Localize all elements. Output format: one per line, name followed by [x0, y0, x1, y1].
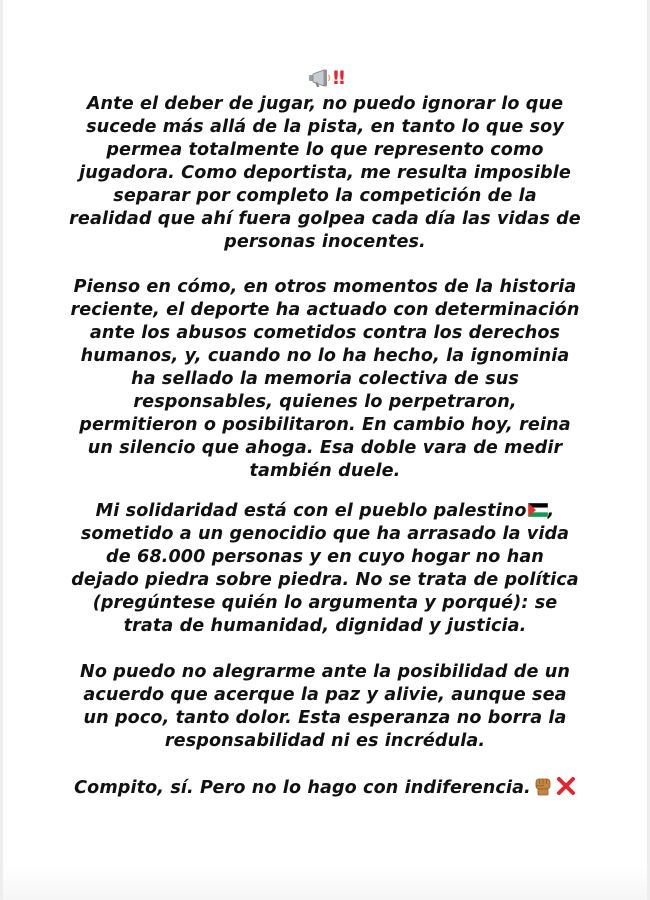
double-exclamation-icon: ‼ [333, 67, 343, 89]
closing-line [36, 775, 614, 800]
paragraph-line: No puedo no alegrarme ante la posibilidad de un [80, 662, 570, 682]
cross-mark-icon [556, 776, 576, 796]
paragraph-1 [36, 93, 614, 254]
paragraph-line: permea totalmente lo que represento como [106, 140, 544, 160]
paragraph-line: ha sellado la memoria colectiva de sus [131, 369, 519, 389]
paragraph-4 [36, 661, 614, 753]
paragraph-line: reciente, el deporte ha actuado con determinación [70, 300, 580, 320]
megaphone-icon [307, 68, 331, 88]
paragraph-line: ante los abusos cometidos contra los derechos [89, 323, 561, 343]
paragraph-line: también duele. [249, 461, 401, 481]
paragraph-line: humanos, y, cuando no lo ha hecho, la ignominia [80, 346, 570, 366]
paragraph-line: dejado piedra sobre piedra. No se trata de política [71, 570, 579, 590]
paragraph-line: Ante el deber de jugar, no puedo ignorar lo que [86, 94, 564, 114]
paragraph-line: responsabilidad ni es incrédula. [164, 731, 486, 751]
paragraph-line: permitieron o posibilitaron. En cambio hoy, reina [79, 415, 571, 435]
header-emojis [0, 68, 650, 94]
left-edge [0, 0, 3, 900]
paragraph-line-comma: , [547, 501, 555, 521]
paragraph-line: separar por completo la competición de la [113, 186, 537, 206]
paragraph-line: un silencio que ahoga. Esa doble vara de medir [87, 438, 563, 458]
paragraph-line: trata de humanidad, dignidad y justicia. [123, 616, 527, 636]
paragraph-line: sometido a un genocidio que ha arrasado la vida [80, 524, 570, 544]
paragraph-line-text: Mi solidaridad está con el pueblo palestino [95, 501, 527, 521]
closing-line-text: Compito, sí. Pero no lo hago con indiferencia. [74, 778, 531, 798]
paragraph-line-with-flag [36, 500, 614, 523]
paragraph-line: responsables, quienes lo perpetraron, [133, 392, 517, 412]
paragraph-5 [36, 775, 614, 800]
paragraph-line: sucede más allá de la pista, en tanto lo que soy [86, 117, 564, 137]
paragraph-2 [36, 276, 614, 483]
paragraph-line: un poco, tanto dolor. Esta esperanza no borra la [83, 708, 567, 728]
raised-fist-icon [532, 775, 554, 797]
paragraph-line: de 68.000 personas y en cuyo hogar no han [106, 547, 544, 567]
paragraph-line: jugadora. Como deportista, me resulta imposible [79, 163, 571, 183]
palestine-flag-icon [528, 503, 548, 517]
paragraph-3 [36, 500, 614, 638]
paragraph-line: realidad que ahí fuera golpea cada día las vidas de [69, 209, 581, 229]
paragraph-line: personas inocentes. [224, 232, 426, 252]
paragraph-line: Pienso en cómo, en otros momentos de la historia [73, 277, 577, 297]
paragraph-line: (pregúntese quién lo argumenta y porqué): se [92, 593, 558, 613]
paragraph-line: acuerdo que acerque la paz y alivie, aunque sea [83, 685, 567, 705]
